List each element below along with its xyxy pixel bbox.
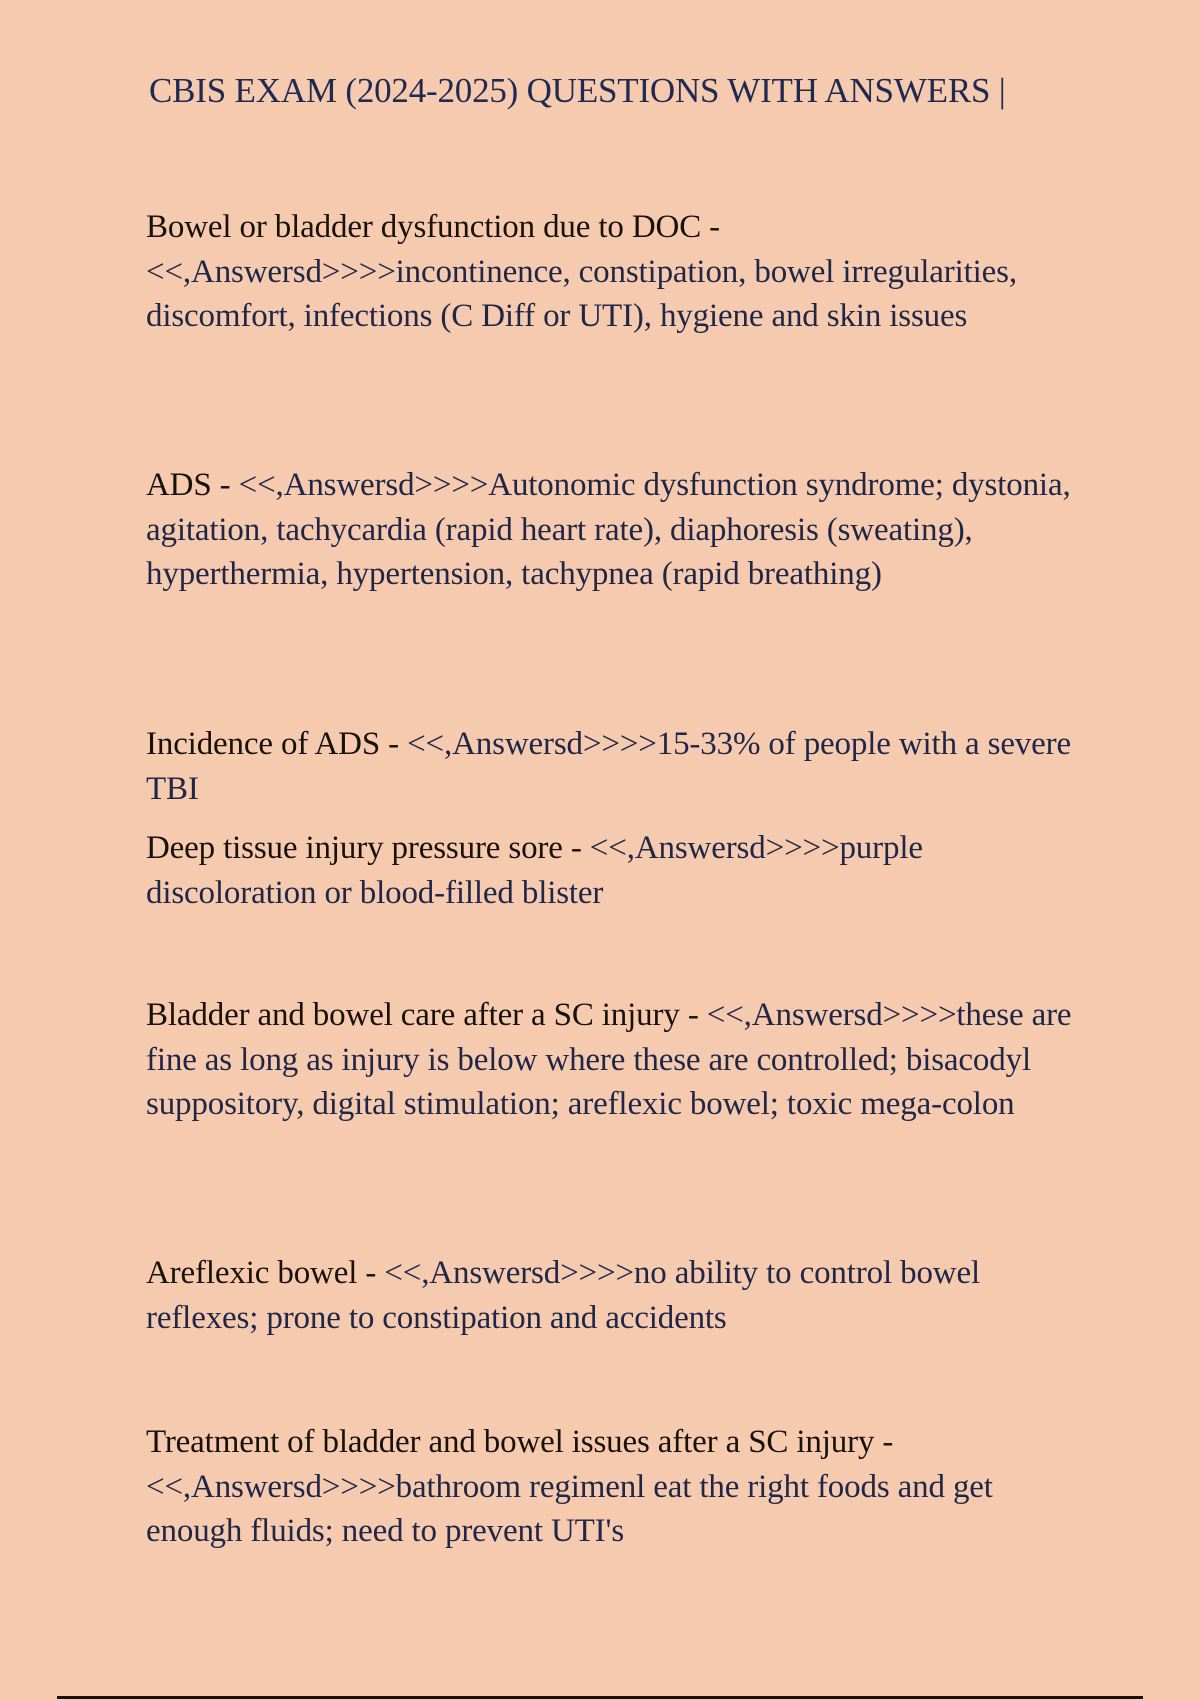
answer-text: <<,Answersd>>>>Autonomic dysfunction syndrome; dystonia, agitation, tachycardia (rapid heart rate), diaphoresis (sweating), hyperthermia, hypertension, tachypnea (rapid breathing) xyxy=(146,467,1071,592)
answer-text: <<,Answersd>>>>15-33% of people with a severe TBI xyxy=(146,726,1071,807)
answer-text: <<,Answersd>>>>these are fine as long as injury is below where these are controlled; bisacodyl suppository, digital stimulation; areflexic bowel; toxic mega-colon xyxy=(146,997,1072,1122)
document-title: CBIS EXAM (2024-2025) QUESTIONS WITH ANSWERS | xyxy=(149,71,1006,110)
question-text: Incidence of ADS - xyxy=(146,726,408,762)
qa-item-doc-dysfunction xyxy=(146,205,1076,339)
qa-item-ads-incidence xyxy=(146,722,1076,811)
answer-text: <<,Answersd>>>>bathroom regimenl eat the right foods and get enough fluids; need to prevent UTI's xyxy=(146,1468,993,1549)
answer-text: <<,Answersd>>>>no ability to control bowel reflexes; prone to constipation and accidents xyxy=(146,1255,980,1336)
question-text: Bowel or bladder dysfunction due to DOC - xyxy=(146,209,720,245)
answer-text: <<,Answersd>>>>incontinence, constipation, bowel irregularities, discomfort, infections (C Diff or UTI), hygiene and skin issues xyxy=(146,253,1017,334)
question-text: Treatment of bladder and bowel issues after a SC injury - xyxy=(146,1424,894,1460)
qa-item-ads xyxy=(146,463,1076,597)
qa-item-sc-injury-care xyxy=(146,993,1076,1127)
answer-text: <<,Answersd>>>>purple discoloration or blood-filled blister xyxy=(146,830,923,911)
question-text: Areflexic bowel - xyxy=(146,1255,385,1291)
question-text: Bladder and bowel care after a SC injury - xyxy=(146,997,707,1033)
footer-divider xyxy=(57,1696,1143,1699)
qa-item-deep-tissue-injury xyxy=(146,826,1076,915)
qa-item-areflexic-bowel xyxy=(146,1251,1076,1340)
question-text: ADS - xyxy=(146,467,239,503)
qa-item-sc-injury-treatment xyxy=(146,1420,1076,1554)
question-text: Deep tissue injury pressure sore - xyxy=(146,830,590,866)
